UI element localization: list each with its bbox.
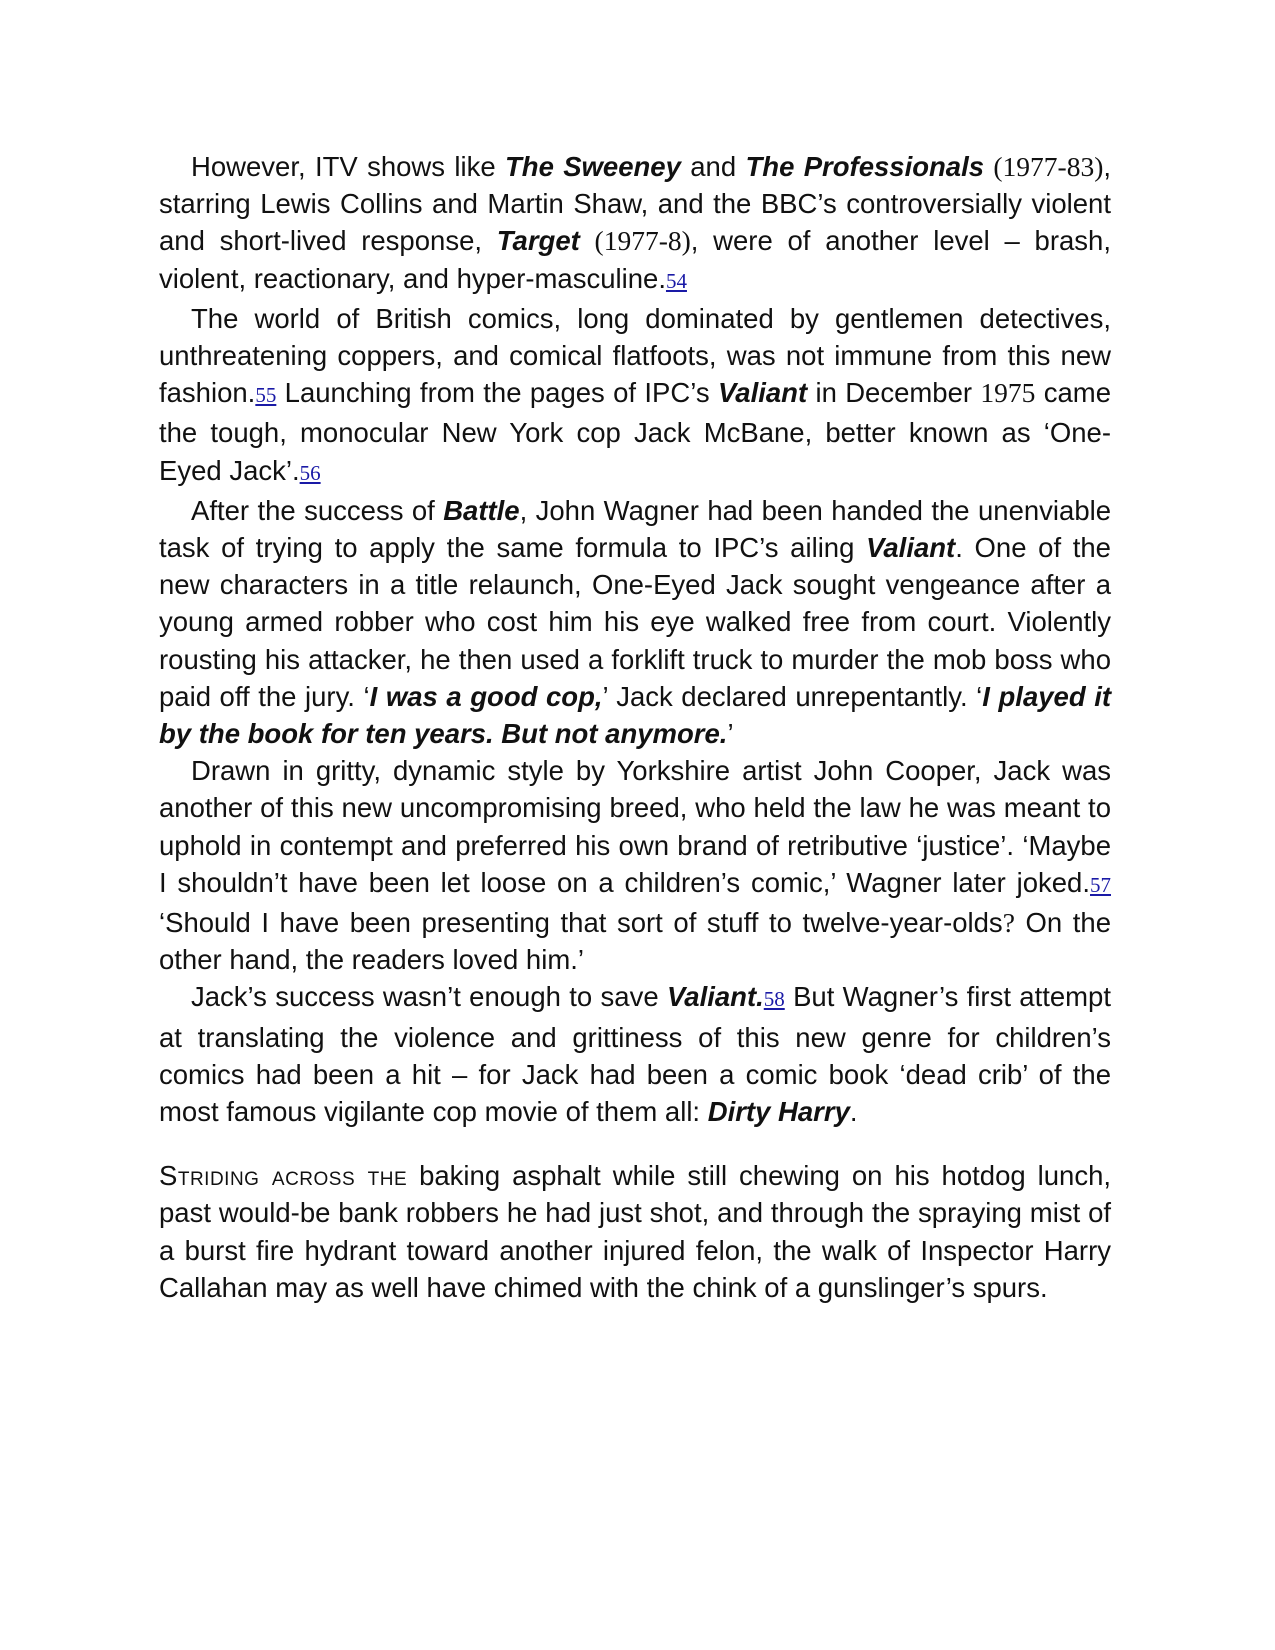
- text: ’ Jack declared unrepentantly. ‘: [602, 680, 983, 712]
- text: , John Wagner had been handed the unenviable task of trying to apply the same formula to IPC’s ailing: [159, 494, 1112, 564]
- text: Jack’s success wasn’t enough to save: [191, 981, 667, 1013]
- text: [580, 225, 595, 256]
- text: .: [849, 1096, 858, 1128]
- text: and: [680, 151, 746, 182]
- text: However, ITV shows like: [191, 151, 505, 182]
- quote-by-the-book: I played it by the book for ten years. But not anymore.: [159, 680, 1111, 750]
- title-target: Target: [496, 225, 580, 257]
- text: ’: [727, 718, 734, 750]
- paragraph-1: [159, 148, 1111, 300]
- title-the-professionals: The Professionals: [745, 151, 985, 182]
- text: On the other hand, the readers loved him.’: [159, 907, 1111, 976]
- year: 1975: [980, 377, 1036, 409]
- text: After the success of: [191, 494, 444, 526]
- year-range: (1977-83): [993, 151, 1104, 182]
- footnote-link-54[interactable]: 54: [665, 268, 687, 293]
- year-range: (1977-8): [594, 225, 691, 257]
- text: ‘Should I have been presenting that sort of stuff to twelve-year-olds: [159, 907, 1003, 939]
- title-valiant: Valiant.: [666, 981, 764, 1013]
- footnote-link-56[interactable]: 56: [299, 460, 321, 485]
- title-valiant: Valiant: [866, 532, 956, 564]
- text: in December: [807, 377, 981, 409]
- text: The world of British comics, long dominated by gentlemen detectives, unthreatening coppers, and comical flatfoots, was not immune from this new fashion.: [159, 302, 1111, 409]
- text: came the tough, monocular New York cop Jack McBane, better known as ‘One-Eyed Jack’.: [159, 377, 1111, 486]
- title-the-sweeney: The Sweeney: [504, 151, 681, 182]
- text: Drawn in gritty, dynamic style by Yorkshire artist John Cooper, Jack was another of this new uncompromising breed, who held the law he was meant to uphold in contempt and preferred his own brand of retributive ‘justice’. ‘Maybe I shouldn’t have been let loose on a children’s comic,’ Wagner later joked.: [159, 755, 1111, 898]
- small-caps-lead: Striding across the: [159, 1160, 408, 1192]
- paragraph-2: [159, 300, 1111, 492]
- title-valiant: Valiant: [717, 377, 808, 409]
- text: But Wagner’s first attempt at translating the violence and grittiness of this new genre for children’s comics had been a hit – for Jack had been a comic book ‘dead crib’ of the most famous vigilante cop movie of them all:: [159, 981, 1111, 1128]
- footnote-link-57[interactable]: 57: [1090, 872, 1111, 897]
- title-battle: Battle: [443, 494, 520, 526]
- paragraph-6: [159, 1157, 1111, 1306]
- section-break: [159, 1130, 1111, 1157]
- text: Launching from the pages of IPC’s: [276, 377, 718, 409]
- footnote-link-55[interactable]: 55: [255, 383, 277, 408]
- title-dirty-harry: Dirty Harry: [707, 1096, 850, 1128]
- paragraph-3: [159, 492, 1111, 752]
- text: , were of another level – brash, violent, reactionary, and hyper-masculine.: [159, 225, 1111, 294]
- paragraph-5: [159, 978, 1111, 1130]
- quote-good-cop: I was a good cop,: [369, 680, 603, 712]
- paragraph-4: [159, 752, 1111, 978]
- text: [984, 151, 993, 182]
- text: . One of the new characters in a title relaunch, One-Eyed Jack sought vengeance after a young armed robber who cost him his eye walked free from court. Violently rousting his attacker, he then used a forklift truck to murder the mob boss who paid off the jury. ‘: [159, 532, 1111, 712]
- footnote-link-58[interactable]: 58: [763, 987, 785, 1012]
- question-mark: ?: [1002, 907, 1015, 939]
- text: , starring Lewis Collins and Martin Shaw, and the BBC’s controversially violent and short-lived response,: [159, 151, 1112, 257]
- text: baking asphalt while still chewing on his hotdog lunch, past would-be bank robbers he had just shot, and through the spraying mist of a burst fire hydrant toward another injured felon, the walk of Inspector Harry Callahan may as well have chimed with the chink of a gunslinger’s spurs.: [159, 1160, 1112, 1303]
- page-body: [159, 148, 1111, 1306]
